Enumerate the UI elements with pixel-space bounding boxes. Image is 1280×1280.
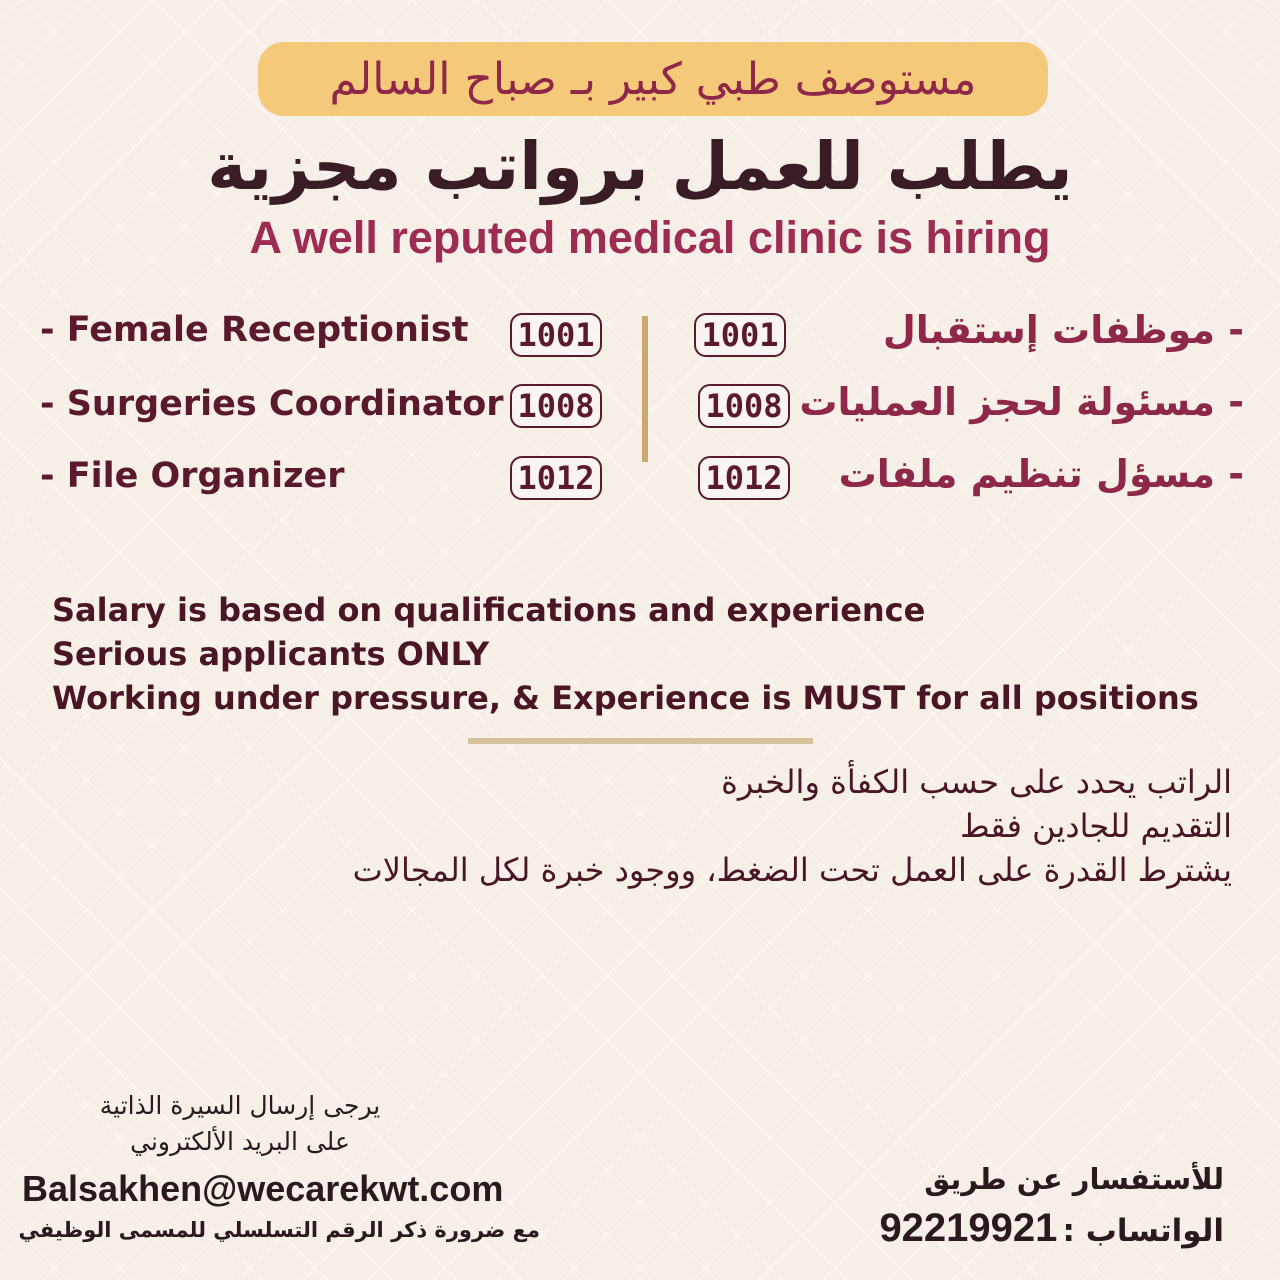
contact-email[interactable]: Balsakhen@wecarekwt.com <box>22 1168 504 1209</box>
section-divider <box>468 738 813 744</box>
position-en-surgeries-coordinator: - Surgeries Coordinator <box>40 384 504 424</box>
cv-line-1: يرجى إرسال السيرة الذاتية <box>99 1091 381 1120</box>
note-pressure-experience: Working under pressure, & Experience is MUST for all positions <box>52 679 1199 717</box>
position-ar-file-organizer: - مسؤل تنظيم ملفات <box>838 452 1244 496</box>
clinic-banner <box>258 42 1048 116</box>
cv-line-2: على البريد الألكتروني <box>130 1127 350 1156</box>
whatsapp-number[interactable]: 92219921 <box>879 1206 1058 1250</box>
clinic-banner-text: مستوصف طبي كبير بـ صباح السالم <box>329 53 977 105</box>
english-headline: A well reputed medical clinic is hiring <box>249 212 1051 263</box>
position-code-badge: 1008 <box>510 384 602 428</box>
inquiry-label: للأستفسار عن طريق <box>924 1162 1224 1196</box>
whatsapp-label: الواتساب : <box>1062 1213 1224 1249</box>
note-ar-serious: التقديم للجادين فقط <box>960 807 1232 845</box>
position-ar-surgeries-coordinator: - مسئولة لحجز العمليات <box>799 380 1244 424</box>
whatsapp-contact <box>879 1206 1224 1251</box>
position-code-badge: 1012 <box>698 456 790 500</box>
position-en-receptionist: - Female Receptionist <box>40 310 469 350</box>
cv-instructions <box>40 1088 440 1160</box>
arabic-requirements <box>353 760 1232 892</box>
column-divider <box>642 316 648 462</box>
english-requirements <box>52 588 1199 720</box>
position-code-badge: 1012 <box>510 456 602 500</box>
position-code-badge: 1001 <box>694 313 786 357</box>
note-ar-pressure: يشترط القدرة على العمل تحت الضغط، ووجود خبرة لكل المجالات <box>352 851 1232 889</box>
note-ar-salary: الراتب يحدد على حسب الكفأة والخبرة <box>721 763 1232 801</box>
position-code-badge: 1001 <box>510 313 602 357</box>
arabic-headline: يطلب للعمل برواتب مجزية <box>207 128 1073 205</box>
serial-number-note: مع ضرورة ذكر الرقم التسلسلي للمسمى الوظيفي <box>18 1218 540 1242</box>
position-code-badge: 1008 <box>698 384 790 428</box>
position-ar-receptionist: - موظفات إستقبال <box>882 308 1244 352</box>
note-serious-applicants: Serious applicants ONLY <box>52 635 490 673</box>
note-salary: Salary is based on qualifications and experience <box>52 591 926 629</box>
position-en-file-organizer: - File Organizer <box>40 456 345 496</box>
